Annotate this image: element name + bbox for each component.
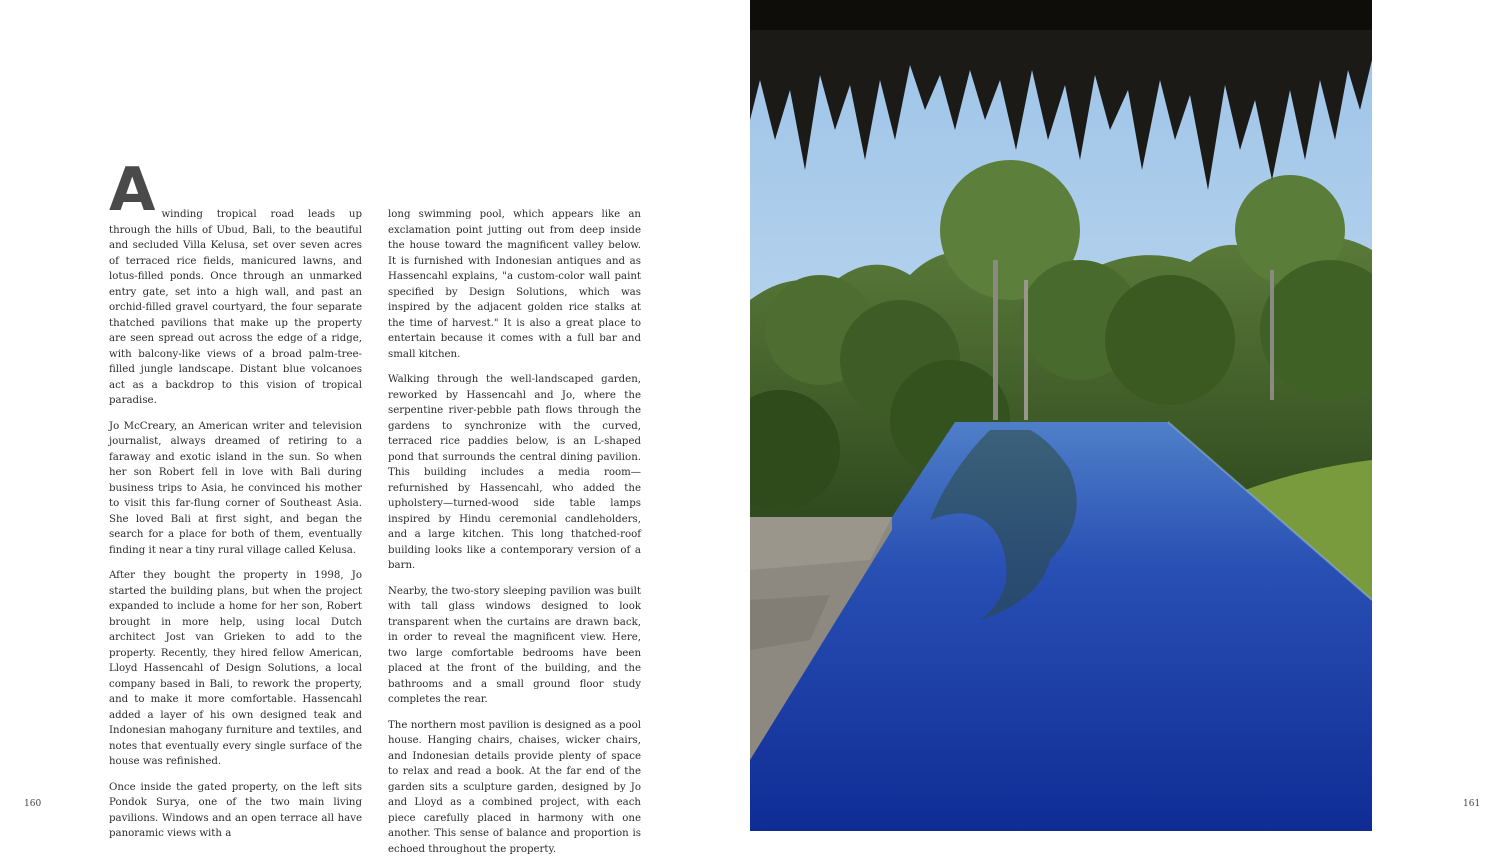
left-page xyxy=(0,0,750,855)
photo-illustration xyxy=(750,0,1372,831)
right-page xyxy=(750,0,1500,831)
paragraph: Walking through the well-landscaped garden, reworked by Hassencahl and Jo, where the serpentine river-pebble path flows through the gardens to synchronize with the curved, terraced rice paddies below, is an L-shaped pond that surrounds the central dining pavilion. This building includes a media room—refurnished by Hassencahl, who added the upholstery—turned-wood side table lamps inspired by Hindu ceremonial candleholders, and a large kitchen. This long thatched-roof building looks like a contemporary version of a barn. xyxy=(388,374,641,571)
paragraph: The northern most pavilion is designed as a pool house. Hanging chairs, chaises, wicker chairs, and Indonesian details provide plenty of space to relax and read a book. At the far end of the garden sits a sculpture garden, designed by Jo and Lloyd as a combined project, with each piece carefully placed in harmony with one another. This sense of balance and proportion is echoed throughout the property. xyxy=(388,719,641,855)
paragraph: long swimming pool, which appears like an exclamation point jutting out from deep inside the house toward the magnificent valley below. It is furnished with Indonesian antiques and as Hassencahl explains, "a custom-color wall paint specified by Design Solutions, which was inspired by the adjacent golden rice stalks at the time of harvest." It is also a great place to entertain because it comes with a full bar and small kitchen. xyxy=(388,209,641,360)
drop-cap: A xyxy=(109,155,156,225)
text-column-1 xyxy=(109,155,362,852)
page-number-left: 160 xyxy=(24,799,42,809)
paragraph: After they bought the property in 1998, Jo started the building plans, but when the project expanded to include a home for her son, Robert brought in more help, using local Dutch architect Jost van Grieken to add to the property. Recently, they hired fellow American, Lloyd Hassencahl of Design Solutions, a local company based in Bali, to rework the property, and to make it more comfortable. Hassencahl added a layer of his own designed teak and Indonesian mahogany furniture and textiles, and notes that eventually every single surface of the house was refinished. xyxy=(109,570,362,767)
paragraph: Nearby, the two-story sleeping pavilion was built with tall glass windows designed to look transparent when the curtains are drawn back, in order to reveal the magnificent view. Here, two large comfortable bedrooms have been placed at the front of the building, and the bathrooms and a small ground floor study completes the rear. xyxy=(388,585,641,705)
text-column-2 xyxy=(388,207,641,867)
paragraph: Once inside the gated property, on the left sits Pondok Surya, one of the two main living pavilions. Windows and an open terrace all have panoramic views with a xyxy=(109,781,362,839)
infinity-pool-photo xyxy=(750,0,1372,831)
page-number-right: 161 xyxy=(1463,799,1481,809)
paragraph: Jo McCreary, an American writer and television journalist, always dreamed of retiring to a faraway and exotic island in the sun. So when her son Robert fell in love with Bali during business trips to Asia, he convinced his mother to visit this far-flung corner of Southeast Asia. She loved Bali at first sight, and began the search for a place for both of them, eventually finding it near a tiny rural village called Kelusa. xyxy=(109,420,362,556)
paragraph-text: winding tropical road leads up through the hills of Ubud, Bali, to the beautiful and secluded Villa Kelusa, set over seven acres of terraced rice fields, manicured lawns, and lotus-filled ponds. Once through an unmarked entry gate, set into a high wall, and past an orchid-filled gravel courtyard, the four separate thatched pavilions that make up the property are seen spread out across the edge of a ridge, with balcony-like views of a broad palm-tree-filled jungle landscape. Distant blue volcanoes act as a backdrop to this vision of tropical paradise. xyxy=(109,209,362,406)
paragraph xyxy=(109,155,362,409)
